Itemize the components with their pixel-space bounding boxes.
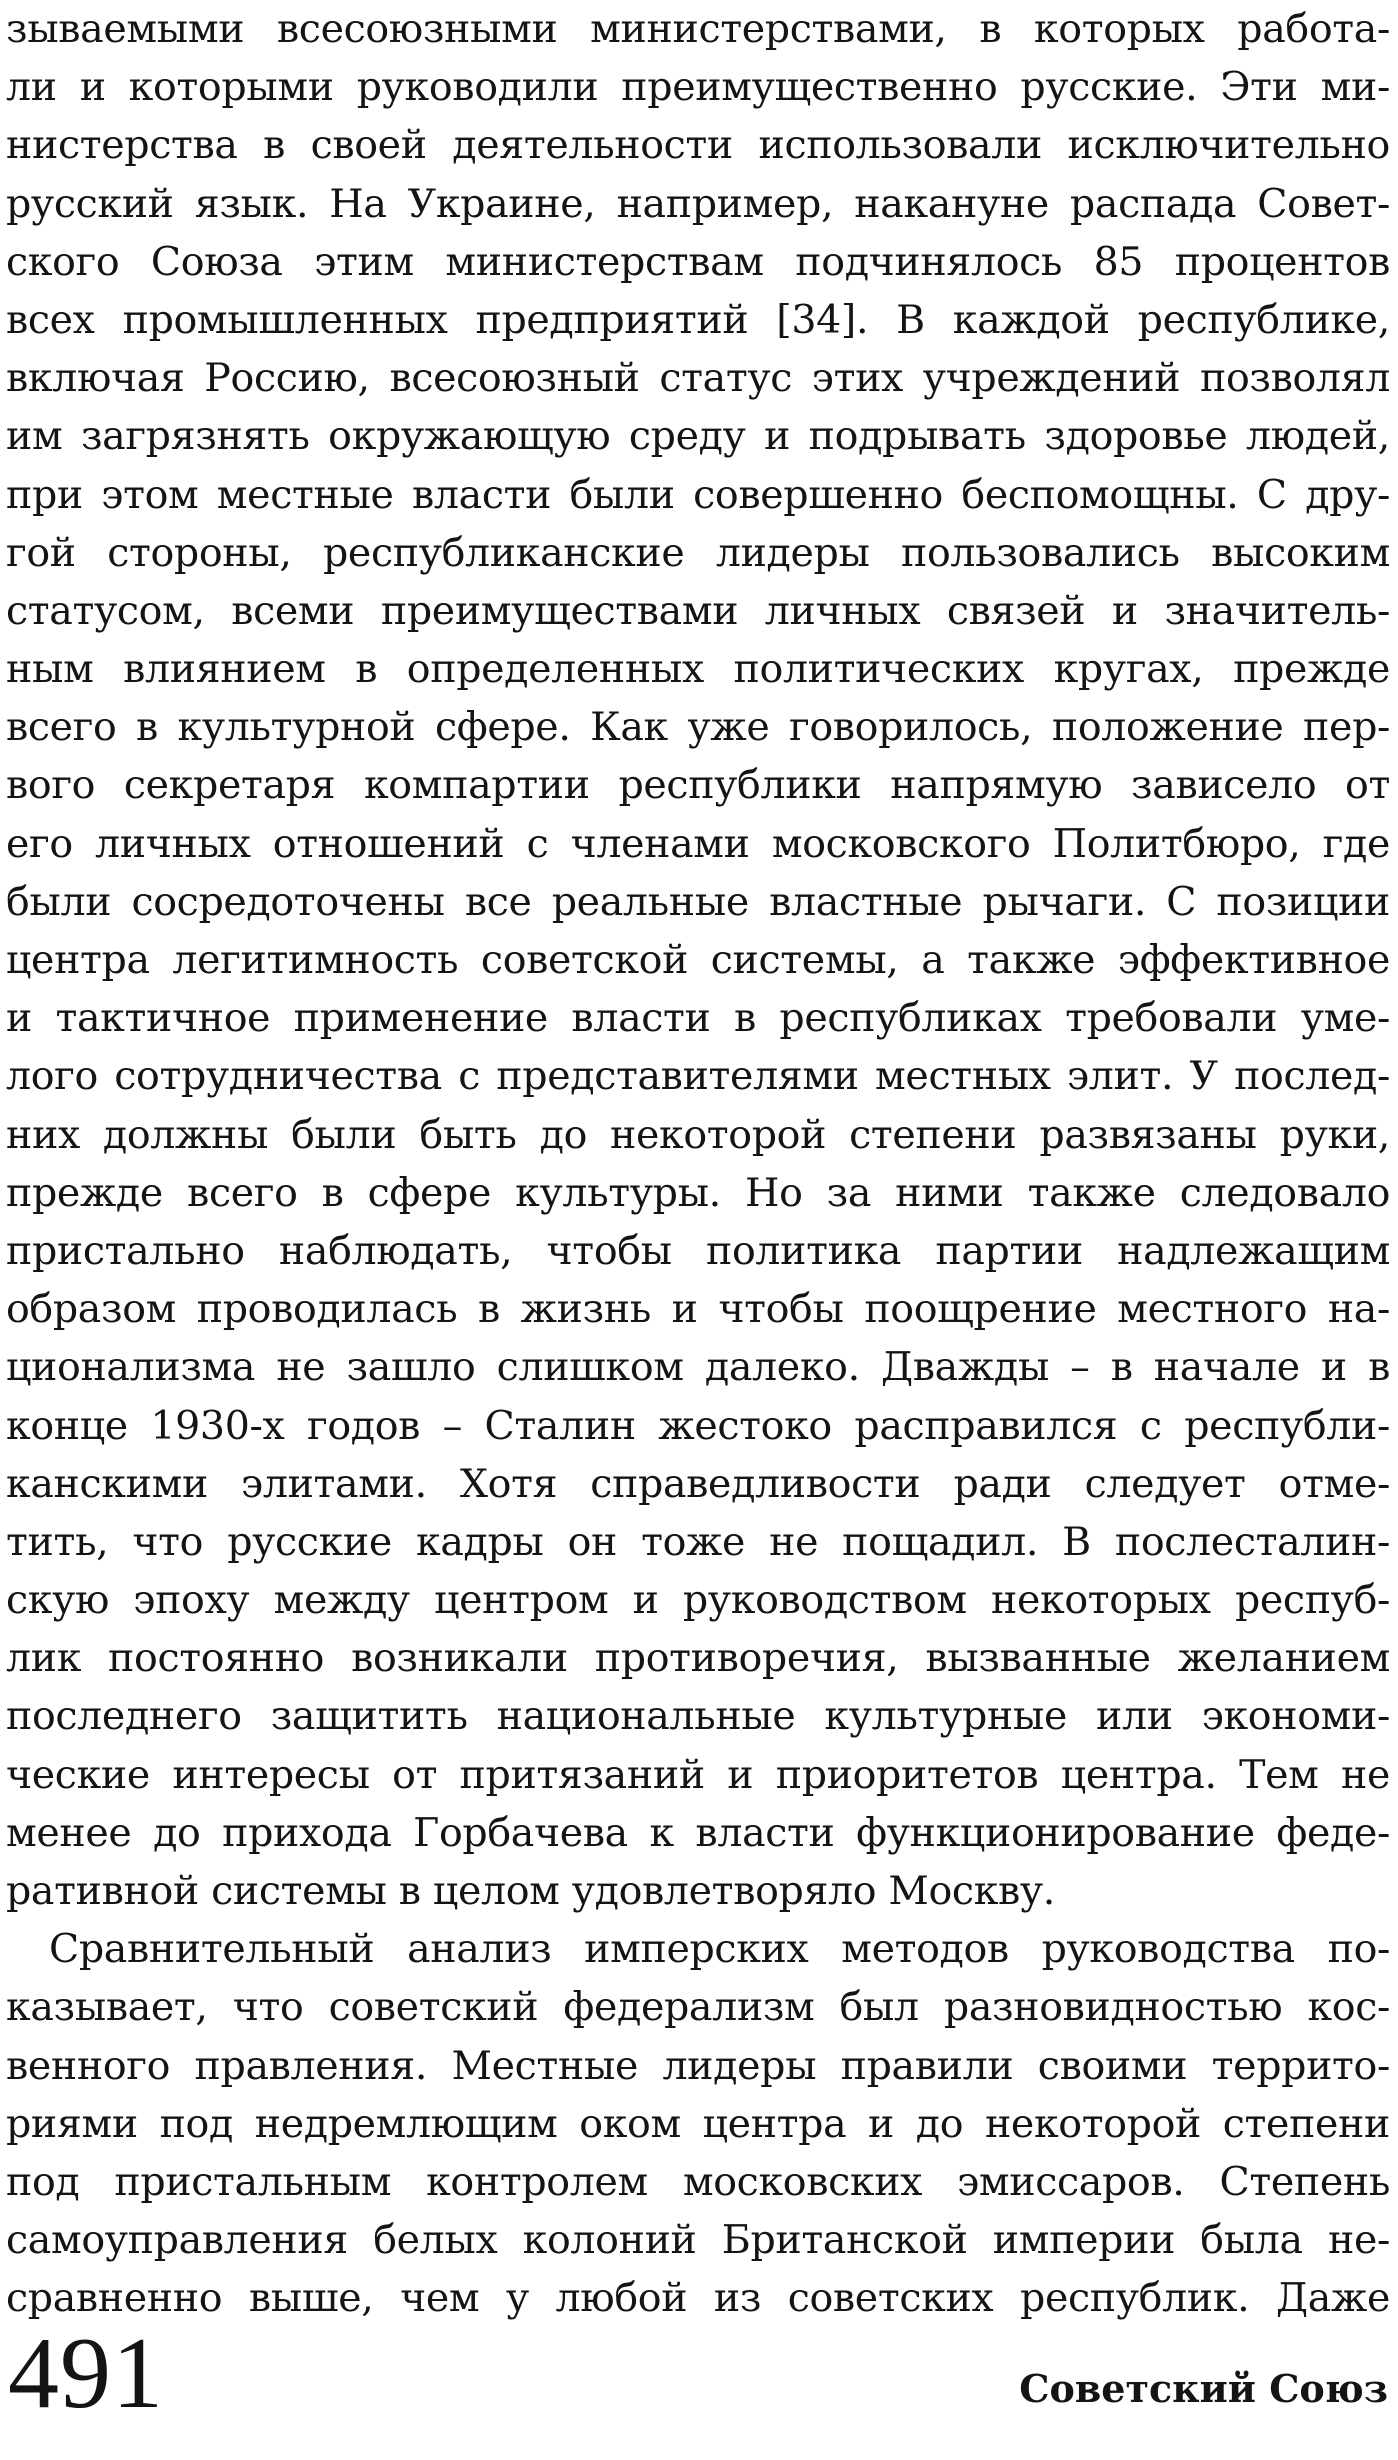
- text-line: ли и которыми руководили преимущественно русские. Эти ми-: [6, 64, 1390, 111]
- page-footer: [6, 2314, 1390, 2434]
- text-line: статусом, всеми преимуществами личных связей и значитель-: [6, 587, 1390, 634]
- text-line: сравненно выше, чем у любой из советских республик. Даже: [6, 2275, 1390, 2322]
- text-line: его личных отношений с членами московского Политбюро, где: [6, 820, 1390, 867]
- text-line: прежде всего в сфере культуры. Но за ними также следовало: [6, 1169, 1390, 1216]
- page-number: 491: [8, 2317, 164, 2430]
- text-line: центра легитимность советской системы, а также эффективное: [6, 937, 1390, 983]
- text-line: под пристальным контролем московских эмиссаров. Степень: [6, 2158, 1390, 2205]
- text-line: всех промышленных предприятий [34]. В каждой республике,: [6, 296, 1390, 343]
- text-line: ского Союза этим министерствам подчинялось 85 процентов: [6, 238, 1390, 285]
- text-line: пристально наблюдать, чтобы политика партии надлежащим: [6, 1227, 1390, 1274]
- text-line: самоуправления белых колоний Британской империи была не-: [6, 2217, 1390, 2264]
- paragraph-1: [6, 0, 1390, 1920]
- text-line: лого сотрудничества с представителями местных элит. У послед-: [6, 1053, 1390, 1100]
- text-line: при этом местные власти были совершенно беспомощны. С дру-: [6, 471, 1390, 518]
- text-line: им загрязнять окружающую среду и подрывать здоровье людей,: [6, 413, 1390, 460]
- text-line: лик постоянно возникали противоречия, вызванные желанием: [6, 1635, 1390, 1682]
- text-line: Сравнительный анализ имперских методов руководства по-: [49, 1926, 1390, 1973]
- text-line: ционализма не зашло слишком далеко. Дважды – в начале и в: [6, 1344, 1390, 1391]
- text-line: русский язык. На Украине, например, накануне распада Совет-: [6, 180, 1390, 227]
- body-text: [6, 0, 1390, 2328]
- text-line: них должны были быть до некоторой степени развязаны руки,: [6, 1111, 1390, 1158]
- text-line: и тактичное применение власти в республиках требовали уме-: [6, 995, 1390, 1042]
- text-line: ческие интересы от притязаний и приоритетов центра. Тем не: [6, 1751, 1390, 1798]
- text-line: риями под недремлющим оком центра и до некоторой степени: [6, 2100, 1390, 2147]
- text-line: тить, что русские кадры он тоже не пощадил. В послесталин-: [6, 1518, 1390, 1565]
- text-line: всего в культурной сфере. Как уже говорилось, положение пер-: [6, 704, 1390, 751]
- text-line: вого секретаря компартии республики напрямую зависело от: [6, 762, 1390, 809]
- text-line: менее до прихода Горбачева к власти функционирование феде-: [6, 1809, 1390, 1856]
- text-line: были сосредоточены все реальные властные рычаги. С позиции: [6, 878, 1390, 925]
- text-line: включая Россию, всесоюзный статус этих учреждений позволял: [6, 355, 1390, 402]
- text-line: последнего защитить национальные культурные или экономи-: [6, 1693, 1390, 1740]
- text-line: нистерства в своей деятельности использовали исключительно: [6, 122, 1390, 169]
- text-line: образом проводилась в жизнь и чтобы поощрение местного на-: [6, 1286, 1390, 1333]
- text-line: скую эпоху между центром и руководством некоторых респуб-: [6, 1577, 1390, 1624]
- paragraph-2: [6, 1920, 1390, 2327]
- text-line: конце 1930-х годов – Сталин жестоко расправился с республи-: [6, 1402, 1390, 1449]
- text-line: казывает, что советский федерализм был разновидностью кос-: [6, 1984, 1390, 2031]
- text-line: ративной системы в целом удовлетворяло Москву.: [6, 1868, 1056, 1914]
- text-line: венного правления. Местные лидеры правили своими террито-: [6, 2042, 1390, 2089]
- text-line: зываемыми всесоюзными министерствами, в которых работа-: [6, 6, 1390, 52]
- text-line: гой стороны, республиканские лидеры пользовались высоким: [6, 529, 1390, 576]
- running-title: Советский Союз: [1019, 2366, 1388, 2411]
- text-line: ным влиянием в определенных политических кругах, прежде: [6, 646, 1390, 693]
- text-line: канскими элитами. Хотя справедливости ради следует отме-: [6, 1460, 1390, 1507]
- book-page: [6, 0, 1390, 2460]
